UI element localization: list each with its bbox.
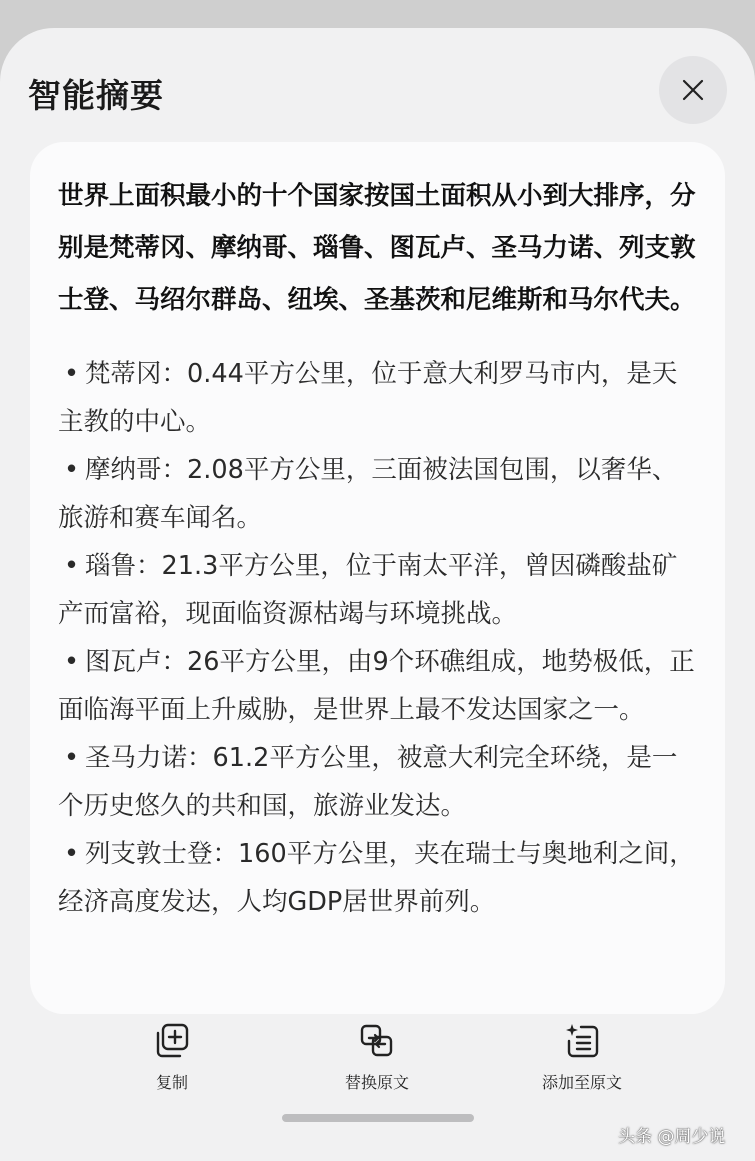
bullet-text: 图瓦卢：26平方公里，由9个环礁组成，地势极低，正面临海平面上升威胁，是世界上最不发达国家之一。 [58, 647, 695, 725]
bullet-text: 圣马力诺：61.2平方公里，被意大利完全环绕，是一个历史悠久的共和国，旅游业发达。 [58, 743, 678, 821]
bullet-text: 列支敦士登：160平方公里，夹在瑞士与奥地利之间，经济高度发达，人均GDP居世界前列。 [58, 839, 695, 917]
replace-icon [358, 1022, 396, 1060]
append-button[interactable] [502, 1022, 662, 1102]
bullet-list [58, 350, 700, 926]
bullet-text: 摩纳哥：2.08平方公里，三面被法国包围，以奢华、旅游和赛车闻名。 [58, 455, 678, 533]
bullet-marker: • [64, 551, 80, 581]
bullet-marker: • [64, 455, 80, 485]
scroll-fade [30, 934, 725, 1014]
list-item [58, 734, 700, 830]
list-item [58, 830, 700, 926]
page-title: 智能摘要 [28, 76, 164, 115]
bullet-marker: • [64, 839, 80, 869]
list-item [58, 446, 700, 542]
append-label: 添加至原文 [541, 1073, 622, 1092]
summary-text: 世界上面积最小的十个国家按国土面积从小到大排序，分别是梵蒂冈、摩纳哥、瑙鲁、图瓦卢、圣马力诺、列支敦士登、马绍尔群岛、纽埃、圣基茨和尼维斯和马尔代夫。 [58, 181, 696, 315]
replace-button[interactable] [297, 1022, 457, 1102]
replace-label: 替换原文 [344, 1073, 409, 1092]
list-item [58, 542, 700, 638]
bottom-toolbar [0, 1022, 755, 1102]
bullet-marker: • [64, 359, 80, 389]
close-icon [681, 78, 705, 102]
bullet-text: 瑙鲁：21.3平方公里，位于南太平洋，曾因磷酸盐矿产而富裕，现面临资源枯竭与环境挑战。 [58, 551, 678, 629]
copy-button[interactable] [92, 1022, 252, 1102]
bullet-marker: • [64, 647, 80, 677]
list-item [58, 638, 700, 734]
home-indicator[interactable] [282, 1114, 474, 1122]
close-button[interactable] [659, 56, 727, 124]
list-item [58, 350, 700, 446]
copy-icon [153, 1022, 191, 1060]
summary-card [30, 142, 725, 1014]
bullet-marker: • [64, 743, 80, 773]
bullet-text: 梵蒂冈：0.44平方公里，位于意大利罗马市内，是天主教的中心。 [58, 359, 678, 437]
append-icon [563, 1022, 601, 1060]
watermark: 头条 @周少说 [618, 1127, 726, 1147]
copy-label: 复制 [155, 1073, 188, 1092]
summary-sheet [0, 28, 755, 1161]
